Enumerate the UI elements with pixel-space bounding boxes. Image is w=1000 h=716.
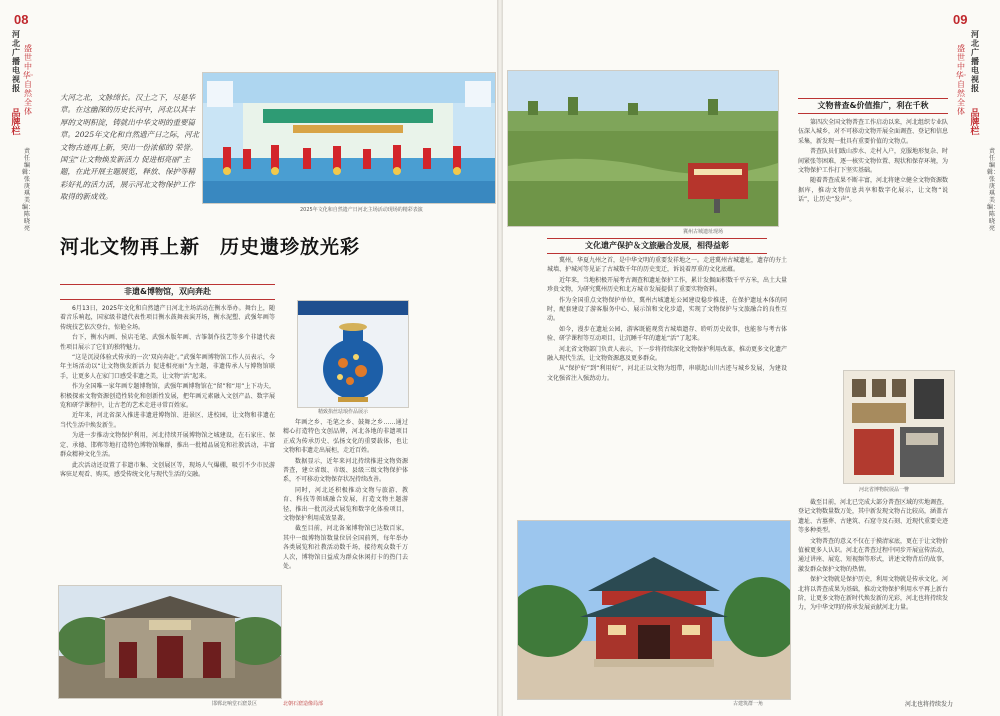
- section3-body-bottom: [798, 498, 948, 698]
- exhibit-wall-illustration: [844, 371, 954, 483]
- stage-performance-illustration: [203, 73, 495, 203]
- site-photo-caption: 冀州古城遗址现场: [683, 229, 724, 235]
- left-page: [0, 0, 497, 716]
- top-event-photo: [202, 72, 496, 204]
- section1-body: [60, 304, 275, 539]
- section1-paragraph: 此次活动还设置了非遗市集、文创展区等，现场人气爆棚，吸引不少市民游客驻足观看、购买，感受传统文化与现代生活的交融。: [60, 461, 275, 478]
- middle-paragraph: 年画之乡、毛笔之乡、鼓舞之乡……通过精心打造特色文创品牌，河北各地的非遗项目正成为传承历史、弘扬文化的重要载体，也让文物和非遗走出展柜，走近百姓。: [283, 419, 408, 455]
- right-page: [503, 0, 1000, 716]
- section1-paragraph: 近年来，河北省深入推进非遗进博物馆、进景区、进校园，让文物和非遗在当代生活中焕发新生。: [60, 412, 275, 429]
- vase-photo-caption: 精致掐丝珐琅作品展示: [318, 409, 369, 415]
- stone-gate-photo: [58, 585, 282, 699]
- main-headline: 河北文物再上新 历史遗珍放光彩: [60, 236, 361, 258]
- vase-illustration: [298, 301, 408, 407]
- section3-paragraph: 保护文物就是保护历史，利用文物就是传承文化。河北将以普查成果为基础，推动文物保护利用水平再上新台阶，让更多文物在新时代焕发新的光彩，河北也将持续发力，为中华文明的传承发展贡献河北力量。: [798, 576, 948, 612]
- middle-paragraph: 同时，河北还积极推动文物与旅游、教育、科技等领域融合发展，打造文物主题游径，推出一批沉浸式展览和数字化体验项目，文物保护利用成效显著。: [283, 486, 408, 523]
- section2-paragraph: 如今，漫步在遗址公园，游客既能观赏古城墙遗存、聆听历史故事，也能参与考古体验、研学课程等互动项目，让沉睡千年的遗址“活”了起来。: [547, 325, 787, 343]
- right-masthead-line1: 河北广播电视报: [971, 30, 979, 93]
- temple-illustration: [518, 521, 790, 699]
- exhibit-photo-caption: 河北省博物院展品一瞥: [859, 487, 910, 493]
- left-editor-credit: 责任编辑：张庚琪 美编：陈晓亮: [22, 148, 35, 232]
- section1-paragraph: 6月13日，2025年文化和自然遗产日河北主场活动在衡水举办。舞台上，随着音乐响起，国家级非遗代表性项目衡水鼓舞表演开场，衡水泥塑、武强年画等传统技艺依次登台，惊艳全场。: [60, 305, 275, 331]
- section2-paragraph: 冀州，华夏九州之首，是中华文明的重要发祥地之一。走进冀州古城遗址，遗存的夯土城墙、护城河等见证了古城数千年的历史变迁，诉说着厚重的文化底蕴。: [547, 257, 787, 274]
- right-column-label-text: 盛世中华·自然全体: [955, 44, 967, 116]
- right-editor-credit: 责任编辑：张庚琪 美编：陈晓亮: [987, 148, 1000, 232]
- closing-line: 河北也将持续发力: [904, 701, 953, 708]
- right-column-label: [955, 44, 967, 116]
- section1-paragraph: 为进一步推动文物保护利用，河北持续开展博物馆之城建设，在石家庄、保定、承德、邯郸等地打造特色博物馆集群，推出一批精品展览和社教活动，丰富群众精神文化生活。: [60, 432, 275, 459]
- section2-paragraph: 河北省文物部门负责人表示，下一步将持续深化文物保护利用改革，推动更多文化遗产融入现代生活，让文物资源惠及更多群众。: [547, 345, 787, 363]
- grassland-site-illustration: [508, 71, 778, 226]
- section3-paragraph: 普查队员们跋山涉水、走村入户，克服地形复杂、时间紧张等困难，逐一核实文物位置、现状和保存环境，为文物保护工作打下坚实基础。: [798, 148, 948, 175]
- section1-paragraph: 作为全国唯一家年画专题博物馆，武强年画博物馆在“留”和“用”上下功夫，积极探索文物资源创造性转化和创新性发展，把年画元素融入文创产品、数字展览和研学课程中，让古老的艺术走进寻常百姓家。: [60, 383, 275, 410]
- section3-paragraph: 截至目前，河北已完成大部分普查区域的实地调查，登记文物数量数万处，其中新发现文物占比较高，涵盖古遗址、古墓葬、古建筑、石窟寺及石刻、近现代重要史迹等多种类型。: [798, 499, 948, 535]
- middle-column-body: [283, 418, 408, 708]
- left-masthead-line1: 河北广播电视报: [12, 30, 20, 93]
- section2-body: [547, 256, 787, 504]
- ancient-site-photo: [507, 70, 779, 227]
- section-heading-nonheritage: 非遗&博物馆，双向奔赴: [60, 284, 275, 300]
- cloisonne-vase-photo: [297, 300, 409, 408]
- section3-paragraph: 文物普查的意义不仅在于摸清家底，更在于让文物价值被更多人认识。河北在普查过程中同步开展宣传活动，通过讲座、展览、短视频等形式，讲述文物背后的故事，激发群众保护文物的热情。: [798, 537, 948, 573]
- section2-paragraph: 近年来，当地积极开展考古调查和遗址保护工作，累计发掘面积数千平方米，出土大量珍贵文物，为研究冀州历史和北方城市发展提供了重要实物资料。: [547, 276, 787, 294]
- lead-paragraph: 大河之北，文脉绵长。汉土之下，尽是华章。在这幽深的历史长河中，河北以其丰厚的文明积淀，铸就出中华文明的重要篇章。2025年文化和自然遗产日之际，河北文物古迹再上新，突出一份浓郁的 荣誉。国宝“让文物焕发新活力 促进相亮丽”主题，在此开展主题展览，释放、保护等精彩好礼的活力活，展示河北文物保护工作取得的新成效。: [60, 93, 200, 202]
- section3-paragraph: 随着普查成果不断丰富，河北将建立健全文物资源数据库，推动文物信息共享和数字化展示，让文物“说话”，让历史“发声”。: [798, 177, 948, 204]
- middle-paragraph: 截至目前，河北备案博物馆已达数百家，其中一级博物馆数量位居全国前列，每年举办各类展览和社教活动数千场，接待观众数千万人次，博物馆日益成为群众休闲打卡的热门去处。: [283, 525, 408, 571]
- section2-paragraph: 从“保护好”到“利用好”，河北正以文物为纽带，串联起山川古迹与城乡发展，为建设文化强省注入强劲动力。: [547, 365, 787, 382]
- bottom-note: 北朝石窟造像局部: [283, 701, 324, 707]
- section1-paragraph: 台下，衡水内画、侯店毛笔、武强木版年画、古筝制作技艺等多个非遗代表性项目展示了它们的独特魅力。: [60, 334, 275, 351]
- right-brand-title-text: 品牌栏: [970, 109, 980, 137]
- section3-paragraph: 第四次全国文物普查工作启动以来，河北组织专业队伍深入城乡，对不可移动文物开展全面调查、登记和信息采集，新发现一批具有重要价值的文物点。: [798, 119, 948, 145]
- section-heading-survey: 文物普查&价值推广，利在千秋: [798, 98, 948, 114]
- top-photo-caption: 2025年文化和自然遗产日河北主场活动现场的精彩表演: [300, 207, 423, 213]
- middle-paragraph: 数据显示，近年来河北持续推进文物资源普查，建立省级、市级、县级三级文物保护体系，不可移动文物保存状况持续改善。: [283, 457, 408, 484]
- section3-body-top: [798, 118, 948, 366]
- right-page-number: 09: [953, 12, 968, 27]
- museum-exhibit-photo: [843, 370, 955, 484]
- left-masthead-title: [10, 30, 22, 93]
- section2-paragraph: 作为全国重点文物保护单位，冀州古城遗址公园建设稳步推进，在保护遗址本体的同时，配套建设了游客服务中心、展示馆和文化步道，实现了文物保护与文旅融合的良性互动。: [547, 296, 787, 323]
- temple-photo-caption: 古建筑群一角: [733, 701, 764, 707]
- right-brand-title: [969, 110, 981, 137]
- section1-paragraph: “这是沉浸体验式传承的一次‘双向奔赴’。”武强年画博物馆工作人员表示，今年主场活动以“让文物焕发新活力 促进相亮丽”为主题，非遗传承人与博物馆联手，让更多人在家门口感受非遗之美，让文物“活”起来。: [60, 354, 275, 380]
- temple-photo: [517, 520, 791, 700]
- left-column-label: [22, 44, 34, 116]
- left-column-label-text: 盛世中华·自然全体: [22, 44, 34, 116]
- section-heading-heritage-tourism: 文化遗产保护＆文旅融合发展，相得益彰: [547, 238, 767, 254]
- left-brand-title: [10, 110, 22, 137]
- gate-illustration: [59, 586, 281, 698]
- left-brand-title-text: 品牌栏: [11, 109, 21, 137]
- left-page-number: 08: [14, 12, 29, 27]
- gate-photo-caption: 邯郸北响堂石窟景区: [212, 701, 258, 707]
- right-masthead-title: [969, 30, 981, 93]
